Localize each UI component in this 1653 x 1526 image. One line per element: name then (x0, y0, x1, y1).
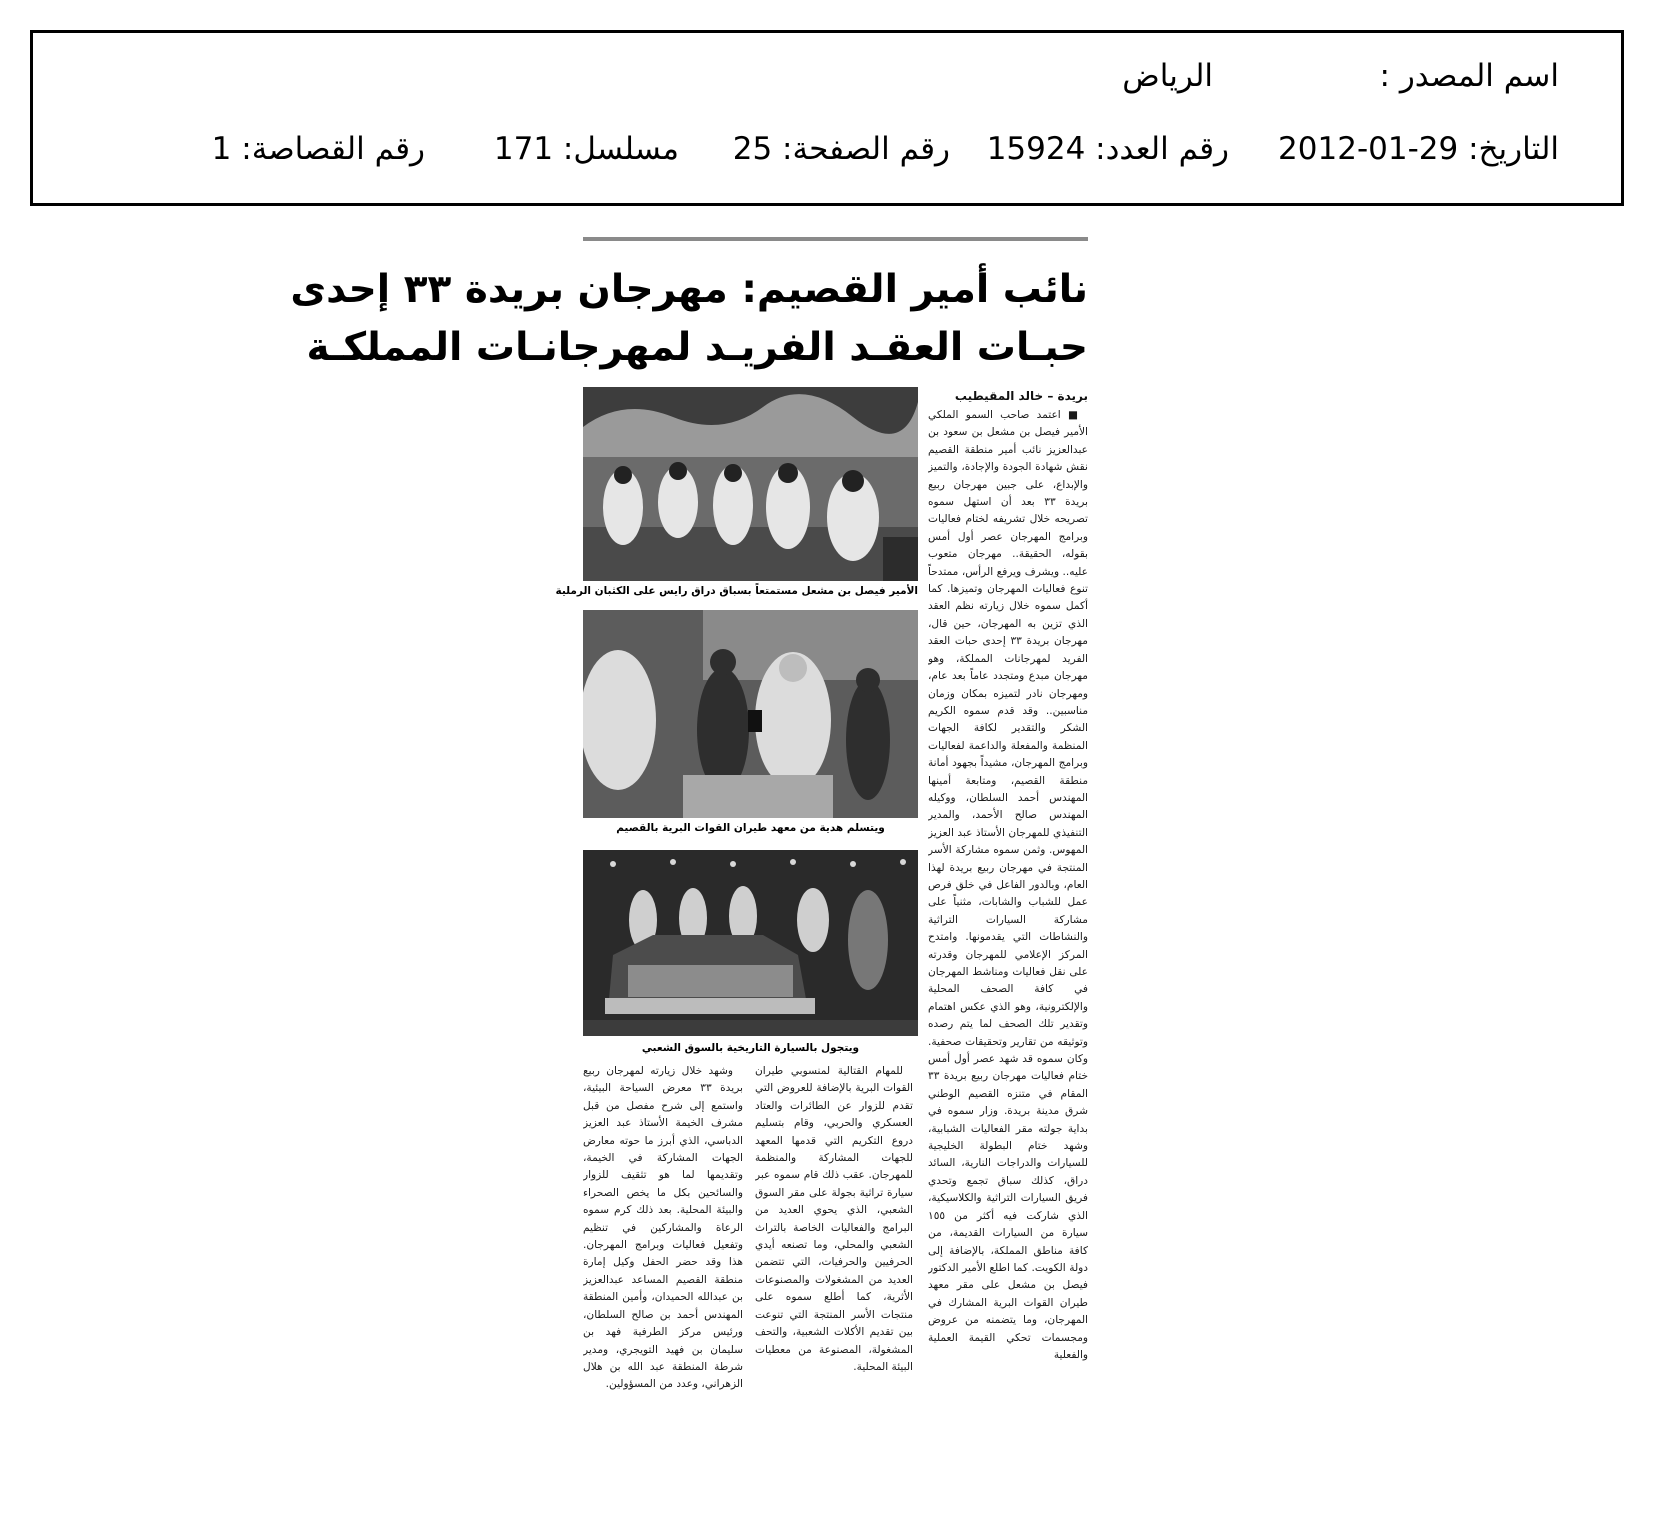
issue-field: رقم العدد: 15924 (986, 131, 1229, 167)
photo-car-image (583, 850, 918, 1036)
article-middle-column (755, 1063, 913, 1507)
photo-gift-image (583, 610, 918, 818)
photo-2-caption: ويتسلم هدية من معهد طيران القوات البرية بالقصيم (616, 822, 885, 834)
left-column-text: وشهد خلال زيارته لمهرجان ربيع بريدة ٣٣ معرض السياحة البيئية، واستمع إلى شرح مفصل من قبل مشرف الخيمة الأستاذ عبد العزيز الدباسي، الذي أبرز ما حوته معارض الجهات المشاركة في الخيمة، وتقديمها لما هو تثقيف للزوار والسائحين بكل ما يخص الصحراء والبيئة المحلية. بعد ذلك كرم سموه الرعاة والمشاركين في تنظيم وتفعيل فعاليات وبرامج المهرجان. هذا وقد حضر الحفل وكيل إمارة منطقة القصيم المساعد عبدالعزيز بن عبدالله الحميدان، وأمين المنطقة المهندس أحمد بن صالح السلطان، ورئيس مركز الطرفية فهد بن سليمان بن فهيد التويجري، ومدير شرطة المنطقة عبد الله بن هلال الزهراني، وعدد من المسؤولين. (583, 1065, 743, 1391)
clipping-top-rule (583, 237, 1088, 241)
page-field: رقم الصفحة: 25 (732, 131, 950, 167)
photo-1-caption: الأمير فيصل بن مشعل مستمتعاً بسباق دراق رايس على الكثبان الرملية (555, 585, 918, 597)
article-left-column (583, 1063, 743, 1507)
photo-gift-ceremony (583, 610, 918, 818)
headline-line-1: نائب أمير القصيم: مهرجان بريدة ٣٣ إحدى (290, 267, 1088, 312)
source-info-box (30, 30, 1624, 206)
newspaper-clipping (290, 237, 1088, 1507)
source-label: اسم المصدر : (1379, 58, 1559, 94)
photo-prince-festival (583, 387, 918, 581)
clip-field: رقم القصاصة: 1 (211, 131, 425, 167)
photo-seated-guests-image (583, 387, 918, 581)
right-column-text: ■ اعتمد صاحب السمو الملكي الأمير فيصل بن مشعل بن سعود بن عبدالعزيز نائب أمير منطقة القصيم نقش شهادة الجودة والإجادة، والتميز والإبداع، على جبين مهرجان ربيع بريدة ٣٣ بعد أن استهل سموه تصريحه خلال تشريفه لختام فعاليات وبرامج المهرجان عصر أول أمس بقوله، الحقيقة.. مهرجان متعوب عليه.. ويشرف ويرفع الرأس، ممتدحاً تنوع فعاليات المهرجان وتميزها. كما أكمل سموه خلال زيارته نظم العقد الذي تزين به المهرجان، حين قال، مهرجان بريدة ٣٣ إحدى حبات العقد الفريد لمهرجانات المملكة، وهو مهرجان مبدع ومتجدد عاماً بعد عام، ومهرجان نادر لتميزه بمكان وزمان مناسبين.. وقد قدم سموه الكريم الشكر والتقدير لكافة الجهات المنظمة والمفعلة والداعمة لفعاليات وبرامج المهرجان، مشيداً بجهود أمانة منطقة القصيم، ومتابعة أمينها المهندس أحمد السلطان، ووكيله المهندس صالح الأحمد، والمدير التنفيذي للمهرجان الأستاذ عبد العزيز المهوس. وثمن سموه مشاركة الأسر المنتجة في مهرجان ربيع بريدة لهذا العام، وبالدور الفاعل في خلق فرص عمل للشباب والشابات، مثنياً على مشاركة السيارات التراثية والنشاطات التي يقدمونها. وامتدح المركز الإعلامي للمهرجان وقدرته على نقل فعاليات ومناشط المهرجان في كافة الصحف المحلية والإلكترونية، وهو الذي عكس اهتمام وتقدير تلك الصحف لما يتم رصده وتوثيقه من تقارير وتحقيقات صحفية. وكان سموه قد شهد عصر أول أمس ختام فعاليات مهرجان ربيع بريدة ٣٣ المقام في متنزه القصيم الوطني شرق مدينة بريدة. وزار سموه في بداية جولته مقر الفعاليات الشبابية، وشهد ختام البطولة الخليجية للسيارات والدراجات النارية، السائد دراق، كذلك سباق تجمع وتحدي فريق السيارات التراثية والكلاسيكية، الذي شاركت فيه أكثر من ١٥٥ سيارة من السيارات القديمة، من كافة مناطق المملكة، بالإضافة إلى دولة الكويت. كما اطلع الأمير الدكتور فيصل بن مشعل على مقر معهد طيران القوات البرية المشارك في المهرجان، وما يتضمنه من عروض ومجسمات تحكي القيمة العملية والفعلية (928, 409, 1088, 1361)
photo-vintage-car (583, 850, 918, 1036)
photo-3-caption: ويتجول بالسيارة التاريخية بالسوق الشعبي (641, 1042, 860, 1054)
serial-field: مسلسل: 171 (493, 131, 679, 167)
headline-line-2: حبـات العقـد الفريـد لمهرجانـات المملكـة (306, 325, 1088, 370)
byline: بريدة – خالد المقيطيب (954, 389, 1088, 403)
article-right-column (928, 407, 1088, 1507)
source-value: الرياض (1122, 58, 1213, 94)
date-field: التاريخ: 29-01-2012 (1278, 131, 1559, 167)
middle-column-text: للمهام القتالية لمنسوبي طيران القوات البرية بالإضافة للعروض التي تقدم للزوار عن الطائرات والعتاد العسكري والحربي، وقام بتسليم دروع التكريم التي قدمها المعهد للجهات المشاركة والمنظمة للمهرجان. عقب ذلك قام سموه عبر سيارة تراثية بجولة على مقر السوق الشعبي، الذي يحوي العديد من البرامج والفعاليات الخاصة بالتراث الشعبي والمحلي، وما تصنعه أيدي الحرفيين والحرفيات، التي تتضمن العديد من المشغولات والمصنوعات الأثرية، كما أطلع سموه على منتجات الأسر المنتجة التي تنوعت بين تقديم الأكلات الشعبية، والتحف المشغولة، المصنوعة من معطيات البيئة المحلية. (755, 1065, 913, 1373)
